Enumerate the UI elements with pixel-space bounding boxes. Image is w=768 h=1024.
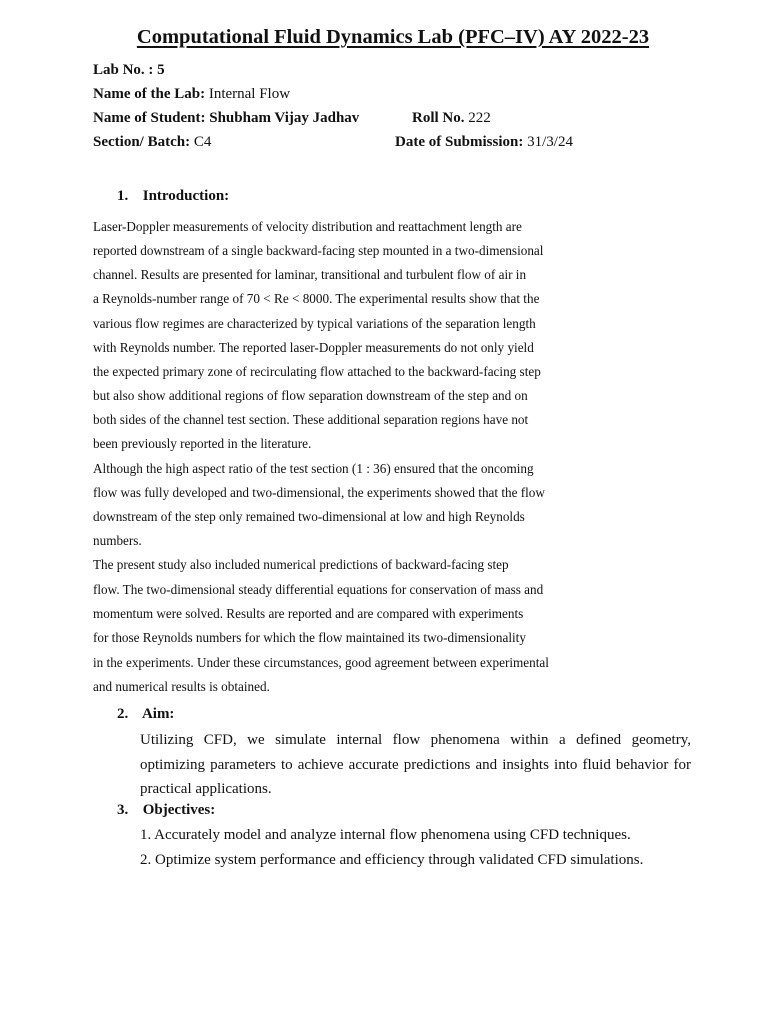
intro-line: Although the high aspect ratio of the test section (1 : 36) ensured that the oncoming: [93, 461, 534, 476]
objective-item: 1. Accurately model and analyze internal flow phenomena using CFD techniques.: [140, 827, 631, 843]
section-batch: [93, 134, 211, 151]
lab-name-value: Internal Flow: [208, 86, 291, 102]
aim-heading: [117, 706, 174, 723]
lab-number: [93, 62, 165, 79]
lab-number-label: Lab No. : 5: [93, 62, 165, 78]
aim-title: Aim:: [141, 706, 175, 722]
intro-line: downstream of the step only remained two-dimensional at low and high Reynolds: [93, 509, 525, 524]
section-batch-value: C4: [193, 134, 212, 150]
introduction-number: 1.: [117, 188, 129, 204]
intro-line: with Reynolds number. The reported laser-Doppler measurements do not only yield: [93, 340, 534, 355]
roll-number-label: Roll No.: [412, 110, 465, 126]
intro-line: The present study also included numerical predictions of backward-facing step: [93, 557, 509, 572]
aim-paragraph: Utilizing CFD, we simulate internal flow phenomena within a defined geometry, optimizing parameters to achieve accurate predictions and insights into fluid behavior for practical applications.: [140, 732, 691, 797]
roll-number-value: 222: [468, 110, 491, 126]
objectives-number: 3.: [117, 802, 129, 818]
intro-line: flow was fully developed and two-dimensional, the experiments showed that the flow: [93, 485, 545, 500]
page-title: Computational Fluid Dynamics Lab (PFC–IV) AY 2022-23: [136, 26, 650, 48]
intro-line: been previously reported in the literature.: [93, 436, 312, 451]
lab-name-label: Name of the Lab:: [93, 86, 206, 102]
aim-number: 2.: [117, 706, 129, 722]
intro-line: channel. Results are presented for laminar, transitional and turbulent flow of air in: [93, 267, 527, 282]
intro-line: the expected primary zone of recirculating flow attached to the backward-facing step: [93, 364, 541, 379]
objectives-heading: [117, 802, 215, 819]
intro-line: various flow regimes are characterized by typical variations of the separation length: [93, 316, 536, 331]
intro-line: in the experiments. Under these circumstances, good agreement between experimental: [93, 655, 549, 670]
introduction-title: Introduction:: [142, 188, 230, 204]
intro-line: Laser-Doppler measurements of velocity distribution and reattachment length are: [93, 219, 522, 234]
intro-line: and numerical results is obtained.: [93, 679, 270, 694]
submission-date: [395, 134, 573, 151]
introduction-heading: [117, 188, 229, 205]
intro-line: reported downstream of a single backward-facing step mounted in a two-dimensional: [93, 243, 544, 258]
objective-item: 2. Optimize system performance and efficiency through validated CFD simulations.: [140, 852, 644, 868]
intro-line: both sides of the channel test section. These additional separation regions have not: [93, 412, 529, 427]
intro-line: for those Reynolds numbers for which the flow maintained its two-dimensionality: [93, 630, 526, 645]
student-name-label: Name of Student: Shubham Vijay Jadhav: [93, 110, 360, 126]
intro-line: numbers.: [93, 533, 142, 548]
objectives-title: Objectives:: [142, 802, 216, 818]
intro-line: flow. The two-dimensional steady differential equations for conservation of mass and: [93, 582, 544, 597]
intro-line: a Reynolds-number range of 70 < Re < 8000. The experimental results show that the: [93, 291, 540, 306]
roll-number: [412, 110, 491, 127]
submission-date-value: 31/3/24: [527, 134, 573, 150]
student-name: [93, 110, 359, 127]
intro-line: but also show additional regions of flow separation downstream of the step and on: [93, 388, 528, 403]
submission-date-label: Date of Submission:: [395, 134, 524, 150]
intro-line: momentum were solved. Results are reported and are compared with experiments: [93, 606, 524, 621]
section-batch-label: Section/ Batch:: [93, 134, 191, 150]
lab-name: [93, 86, 290, 103]
